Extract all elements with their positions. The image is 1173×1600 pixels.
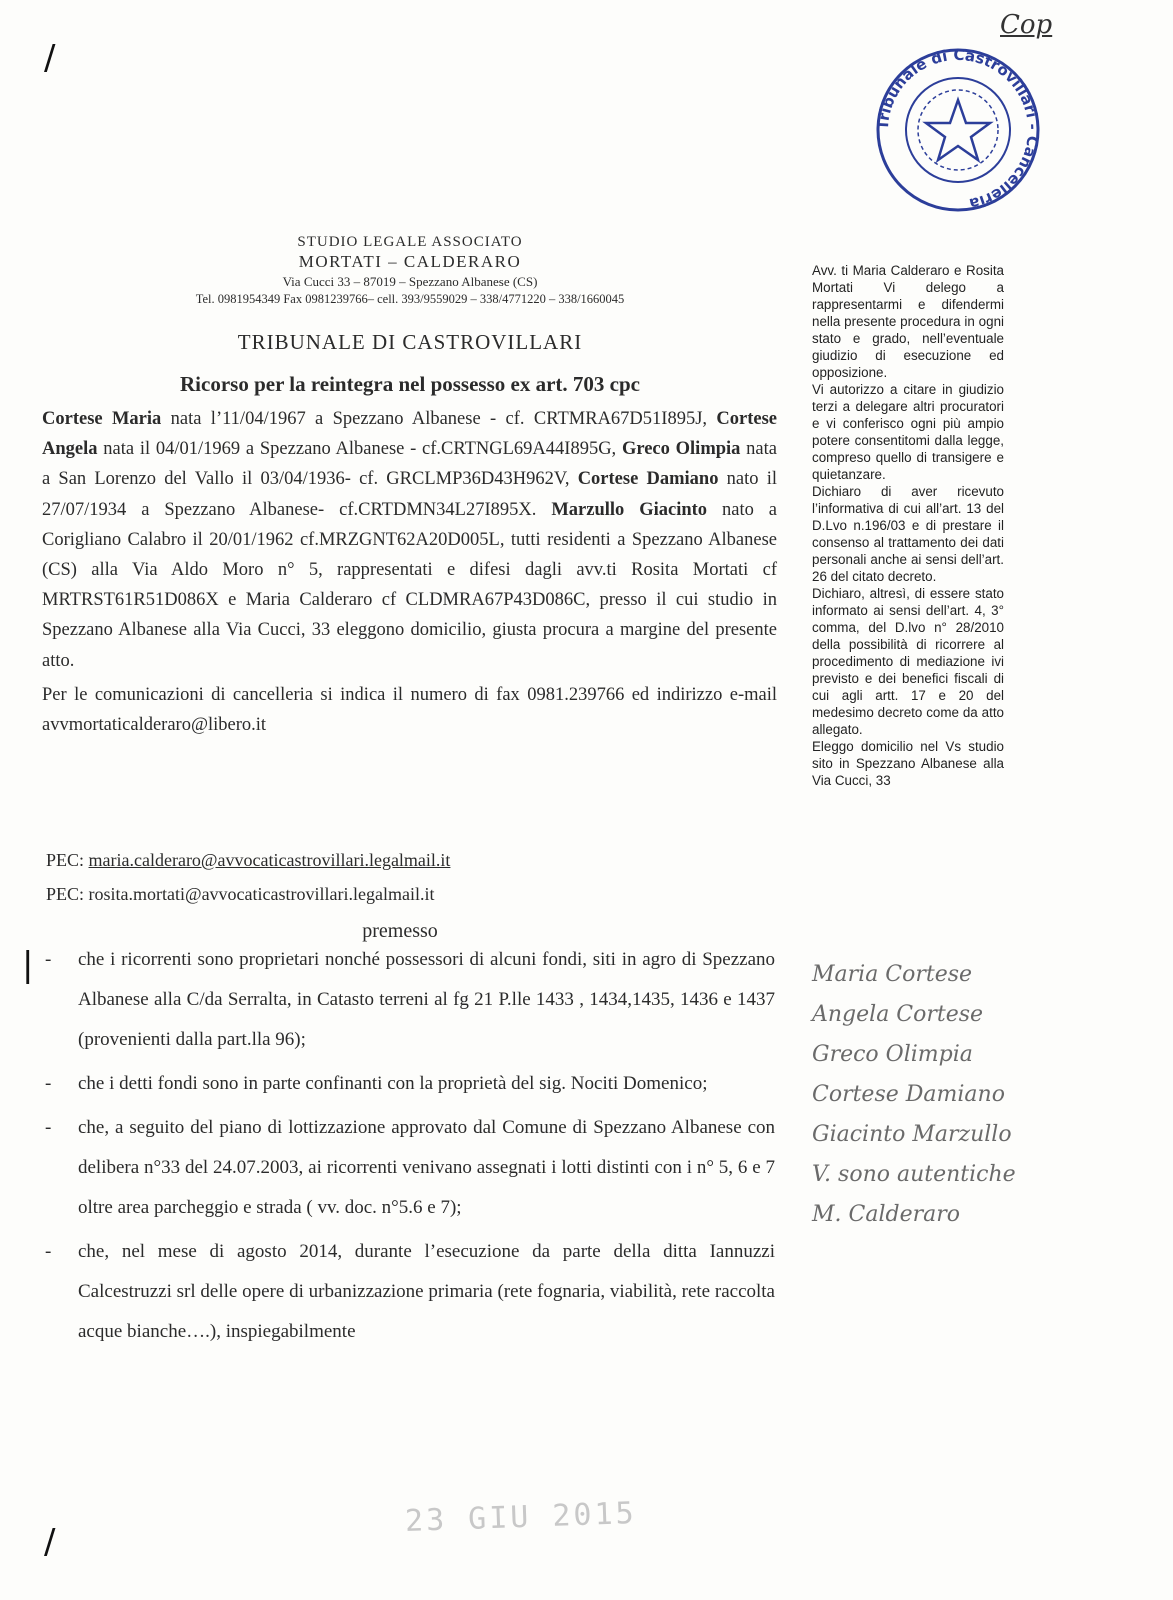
premise-item: - che, nel mese di agosto 2014, durante l’esecuzione da parte della ditta Iannuzzi Calcestruzzi srl delle opere di urbanizzazione primaria (rete fognaria, viabilità, rete raccolta acque bianche….), inspiegabilmente [45, 1232, 775, 1352]
letterhead-studio-name: STUDIO LEGALE ASSOCIATO [297, 234, 523, 250]
stamp-ring-text: Tribunale di Castrovillari - Cancelleria [873, 45, 1043, 214]
appeal-title: Ricorso per la reintegra nel possesso ex art. 703 cpc [180, 372, 640, 396]
party-name: Cortese Maria [42, 409, 162, 429]
pec-label: PEC: [46, 884, 85, 904]
mandate-paragraph: Eleggo domicilio nel Vs studio sito in Spezzano Albanese alla Via Cucci, 33 [812, 739, 1004, 788]
pec-address-mortati: rosita.mortati@avvocaticastrovillari.legalmail.it [88, 884, 435, 904]
letterhead-address: Via Cucci 33 – 87019 – Spezzano Albanese (CS) [282, 274, 538, 289]
pec-line-2 [46, 884, 434, 905]
party-name: Cortese Damiano [577, 469, 719, 490]
signature: Angela Cortese [812, 1002, 984, 1027]
court-stamp-seal [858, 45, 1058, 215]
letterhead-contacts: Tel. 0981954349 Fax 0981239766– cell. 393/9559029 – 338/4771220 – 338/1660045 [195, 292, 625, 306]
margin-mark-bottom: / [44, 1522, 56, 1562]
svg-text:Tribunale di Castrovillari - C [874, 46, 1042, 213]
premise-item: - che, a seguito del piano di lottizzazione approvato dal Comune di Spezzano Albanese con delibera n°33 del 24.07.2003, ai ricorrenti venivano assegnati i lotti distinti con i n° 5, 6 e 7 oltre area parcheggio e strada ( vv. doc. n°5.6 e 7); [45, 1108, 775, 1228]
party-details: nato a Corigliano Calabro il 20/01/1962 cf.MRZGNT62A20D005L, tutti residenti a Spezzano Albanese (CS) alla Via Aldo Moro n° 5, rappresentati e difesi dagli avv.ti Rosita Mortati cf MRTRST61R51D086X e Maria Calderaro cf CLDMRA67P43D086C, presso il cui studio in Spezzano Albanese alla Via Cucci, 33 eleggono domicilio, giusta procura a margine del presente atto. [42, 499, 777, 671]
court-title: TRIBUNALE DI CASTROVILLARI [237, 330, 583, 354]
margin-mark-middle: | [22, 945, 34, 985]
pec-line-1 [46, 850, 450, 871]
parties-paragraph [42, 404, 777, 744]
party-details: nata l’11/04/1967 a Spezzano Albanese - cf. CRTMRA67D51I895J, [161, 409, 708, 429]
signature: Cortese Damiano [812, 1082, 1005, 1107]
signature: Giacinto Marzullo [812, 1122, 1012, 1147]
mandate-paragraph: Vi autorizzo a citare in giudizio terzi a delegare altri procuratori e vi conferisco ogni più ampio potere consentitomi dalla legge, compreso quello di transigere e quietanzare. [812, 382, 1004, 482]
signature-authentication: V. sono autentiche [812, 1162, 1016, 1187]
premises-list [45, 940, 775, 1356]
mandate-paragraph: Dichiaro di aver ricevuto l’informativa di cui all’art. 13 del D.Lvo n.196/03 e di prestare il consenso al trattamento dei dati personali anche ai sensi dell’art. 26 del citato decreto. [812, 484, 1004, 584]
pec-address-calderaro: maria.calderaro@avvocaticastrovillari.legalmail.it [88, 850, 451, 870]
party-details: nato il 27/07/1934 a Spezzano Albanese- cf.CRTDMN34L27I895X. [42, 469, 778, 520]
pec-label: PEC: [46, 850, 85, 870]
party-name: Cortese Angela [42, 409, 777, 460]
premise-item: - che i detti fondi sono in parte confinanti con la proprietà del sig. Nociti Domenico; [45, 1064, 775, 1104]
party-name: Marzullo Giacinto [551, 499, 708, 520]
letterhead-partners: MORTATI – CALDERARO [298, 252, 522, 271]
mandate-paragraph: Dichiaro, altresì, di essere stato informato ai sensi dell’art. 4, 3° comma, del D.lvo n° 28/2010 della possibilità di ricorrere al procedimento di mediazione ivi previsto e dei benefici fiscali di cui agli artt. 17 e 20 del medesimo decreto come da atto allegato. [812, 586, 1004, 737]
party-details: nata il 04/01/1969 a Spezzano Albanese - cf.CRTNGL69A44I895G, [97, 439, 617, 460]
parties-block [42, 404, 777, 676]
received-date-stamp: 23 GIU 2015 [404, 1495, 638, 1540]
signature: Greco Olimpia [812, 1042, 973, 1067]
handwritten-copy-note: Cop [1000, 10, 1053, 40]
handwritten-signatures [812, 955, 1062, 1235]
communications-paragraph: Per le comunicazioni di cancelleria si indica il numero di fax 0981.239766 ed indirizzo e-mail avvmortaticalderaro@libero.it [42, 684, 777, 736]
power-of-attorney-column [812, 262, 1004, 789]
party-name: Greco Olimpia [621, 439, 741, 460]
mandate-paragraph: Avv. ti Maria Calderaro e Rosita Mortati Vi delego a rappresentarmi e difendermi nella presente procedura in ogni stato e grado, nell’eventuale giudizio di esecuzione ed opposizione. [812, 263, 1004, 380]
margin-mark-top: / [44, 38, 56, 78]
signature: M. Calderaro [812, 1202, 960, 1227]
premise-item: - che i ricorrenti sono proprietari nonché possessori di alcuni fondi, siti in agro di Spezzano Albanese alla C/da Serralta, in Catasto terreni al fg 21 P.lle 1433 , 1434,1435, 1436 e 1437 (provenienti dalla part.lla 96); [45, 940, 775, 1060]
party-details: nata a San Lorenzo del Vallo il 03/04/1936- cf. GRCLMP36D43H962V, [42, 439, 777, 490]
signature: Maria Cortese [812, 962, 973, 987]
section-title-premesso: premesso [362, 920, 438, 942]
